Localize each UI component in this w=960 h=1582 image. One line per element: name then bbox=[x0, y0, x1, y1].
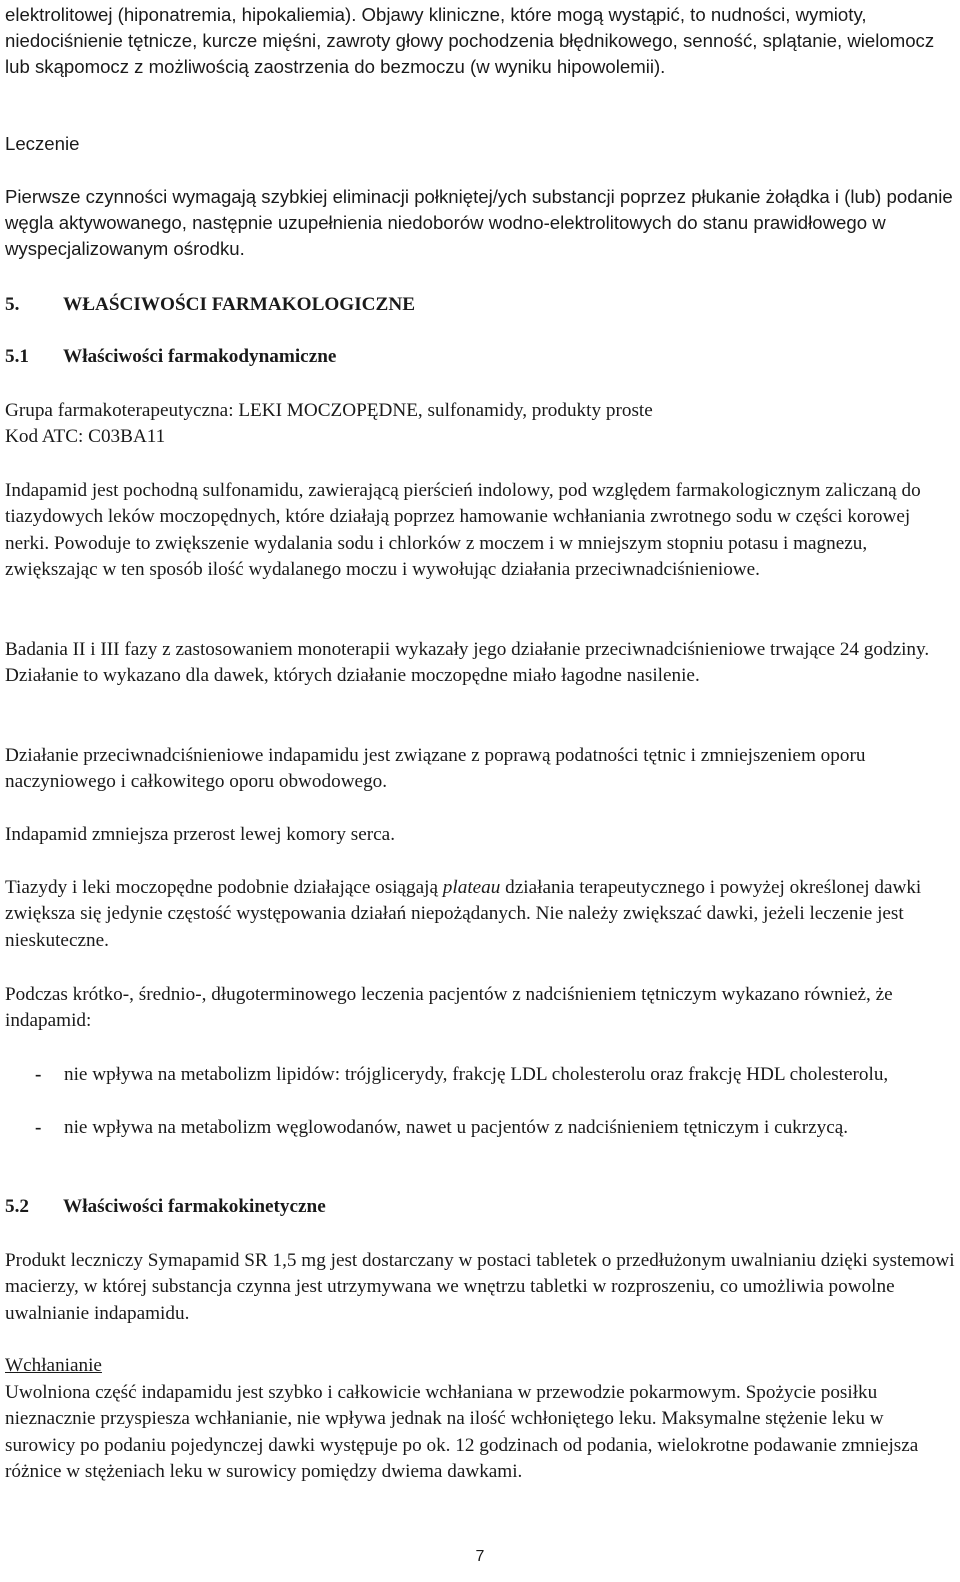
pharmacokinetics-paragraph-1: Produkt leczniczy Symapamid SR 1,5 mg jest dostarczany w postaci tabletek o przedłużonym uwalnianiu dzięki systemowi macierzy, w której substancja czynna jest utrzymywana we wnętrzu tabletki w rozproszeniu, co umożliwia powolne uwalnianie indapamidu. bbox=[5, 1250, 955, 1324]
section-5-title: WŁAŚCIWOŚCI FARMAKOLOGICZNE bbox=[63, 294, 415, 315]
pharmacodynamics-paragraph-5 bbox=[5, 875, 955, 954]
list-item-text: nie wpływa na metabolizm lipidów: trójglicerydy, frakcję LDL cholesterolu oraz frakcję HDL cholesterolu, bbox=[64, 1064, 889, 1085]
treatment-heading: Leczenie bbox=[5, 133, 80, 154]
pharmacodynamics-paragraph-3: Działanie przeciwnadciśnieniowe indapamidu jest związane z poprawą podatności tętnic i zmniejszeniem oporu naczyniowego i całkowitego oporu obwodowego. bbox=[5, 745, 866, 793]
bullet-dash: - bbox=[35, 1064, 42, 1085]
list-item-text: nie wpływa na metabolizm węglowodanów, nawet u pacjentów z nadciśnieniem tętniczym i cukrzycą. bbox=[64, 1117, 849, 1138]
section-5-1-title: Właściwości farmakodynamiczne bbox=[63, 346, 337, 367]
atc-code: Kod ATC: C03BA11 bbox=[5, 426, 166, 447]
section-5-2-number: 5.2 bbox=[5, 1196, 29, 1217]
pharmacodynamics-paragraph-6: Podczas krótko-, średnio-, długoterminowego leczenia pacjentów z nadciśnieniem tętniczym wykazano również, że indapamid: bbox=[5, 984, 893, 1032]
plateau-italic: plateau bbox=[442, 877, 501, 898]
section-5-1-heading bbox=[5, 344, 955, 370]
section-5-1-number: 5.1 bbox=[5, 346, 29, 367]
treatment-paragraph: Pierwsze czynności wymagają szybkiej eliminacji połkniętej/ych substancji poprzez płukanie żołądka i (lub) podanie węgla aktywowanego, następnie uzupełnienia niedoborów wodno-elektrolitowych do stanu prawidłowego w wyspecjalizowanym ośrodku. bbox=[5, 186, 953, 260]
pharmacodynamics-paragraph-1: Indapamid jest pochodną sulfonamidu, zawierającą pierścień indolowy, pod względem farmakologicznym zaliczaną do tiazydowych leków moczopędnych, które działają poprzez hamowanie wchłaniania zwrotnego sodu w części korowej nerki. Powoduje to zwiększenie wydalania sodu i chlorków z moczem i w mniejszym stopniu potasu i magnezu, zwiększając w ten sposób ilość wydalanego moczu i wywołując działania przeciwnadciśnieniowe. bbox=[5, 480, 921, 580]
section-5-heading bbox=[5, 292, 955, 318]
section-5-2-heading bbox=[5, 1194, 955, 1220]
overdose-continuation: elektrolitowej (hiponatremia, hipokaliemia). Objawy kliniczne, które mogą wystąpić, to nudności, wymioty, niedociśnienie tętnicze, kurcze mięśni, zawroty głowy pochodzenia błędnikowego, senność, splątanie, wielomocz lub skąpomocz z możliwością zaostrzenia do bezmoczu (w wyniku hipowolemii). bbox=[5, 4, 935, 78]
section-5-2-title: Właściwości farmakokinetyczne bbox=[63, 1196, 326, 1217]
page-number: 7 bbox=[475, 1548, 485, 1565]
absorption-paragraph: Uwolniona część indapamidu jest szybko i całkowicie wchłaniana w przewodzie pokarmowym. Spożycie posiłku nieznacznie przyspiesza wchłanianie, nie wpływa jednak na ilość wchłoniętego leku. Maksymalne stężenie leku w surowicy po podaniu pojedynczej dawki występuje po ok. 12 godzinach od podania, wielokrotne podawanie zmniejsza różnice w stężeniach leku w surowicy pomiędzy dwiema dawkami. bbox=[5, 1382, 919, 1482]
pharmacodynamics-paragraph-2: Badania II i III fazy z zastosowaniem monoterapii wykazały jego działanie przeciwnadciśnieniowe trwające 24 godziny. Działanie to wykazano dla dawek, których działanie moczopędne miało łagodne nasilenie. bbox=[5, 639, 930, 687]
section-5-number: 5. bbox=[5, 294, 20, 315]
absorption-heading: Wchłanianie bbox=[5, 1355, 102, 1376]
pharmacotherapeutic-group: Grupa farmakoterapeutyczna: LEKI MOCZOPĘDNE, sulfonamidy, produkty proste bbox=[5, 400, 653, 421]
pharmacodynamics-paragraph-4: Indapamid zmniejsza przerost lewej komory serca. bbox=[5, 824, 395, 845]
paragraph-5-text-b: działania terapeutycznego i powyżej określonej dawki zwiększa się jedynie częstość występowania działań niepożądanych. Nie należy zwiększać dawki, jeżeli leczenie jest nieskuteczne. bbox=[5, 877, 922, 951]
paragraph-5-text-a: Tiazydy i leki moczopędne podobnie działające osiągają bbox=[5, 877, 443, 898]
bullet-dash: - bbox=[35, 1117, 42, 1138]
